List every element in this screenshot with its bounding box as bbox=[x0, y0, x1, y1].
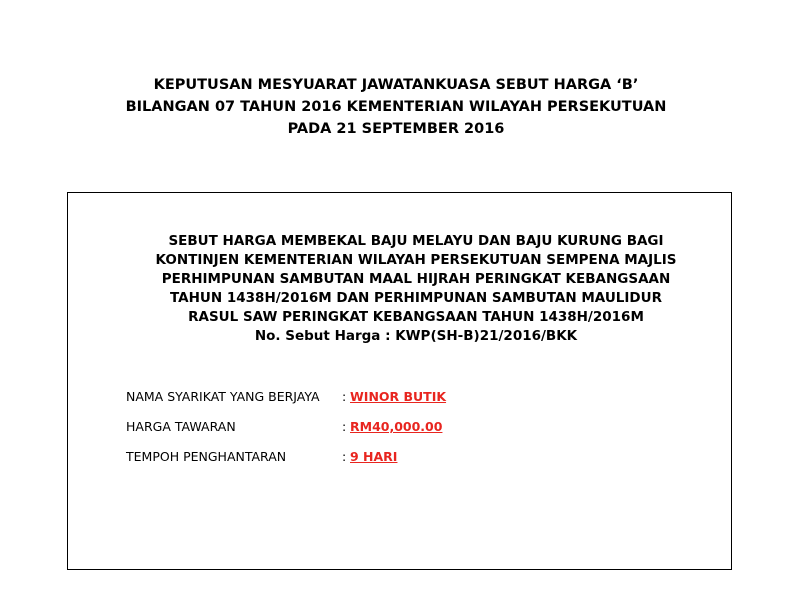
title-line-2: BILANGAN 07 TAHUN 2016 KEMENTERIAN WILAYAH PERSEKUTUAN bbox=[125, 99, 667, 115]
quotation-number: No. Sebut Harga : KWP(SH-B)21/2016/BKK bbox=[254, 328, 578, 344]
delivery-value: 9 HARI bbox=[350, 449, 398, 464]
company-separator: : bbox=[342, 389, 347, 404]
company-label: NAMA SYARIKAT YANG BERJAYA bbox=[126, 389, 320, 404]
delivery-label: TEMPOH PENGHANTARAN bbox=[126, 449, 287, 464]
delivery-separator: : bbox=[342, 449, 347, 464]
price-label: HARGA TAWARAN bbox=[126, 419, 236, 434]
notice-title-line-4: TAHUN 1438H/2016M DAN PERHIMPUNAN SAMBUTAN MAULIDUR bbox=[170, 290, 662, 306]
title-line-1: KEPUTUSAN MESYUARAT JAWATANKUASA SEBUT HARGA ‘B’ bbox=[153, 77, 639, 93]
price-separator: : bbox=[342, 419, 347, 434]
title-line-3: PADA 21 SEPTEMBER 2016 bbox=[287, 121, 505, 137]
notice-title-line-2: KONTINJEN KEMENTERIAN WILAYAH PERSEKUTUAN SEMPENA MAJLIS bbox=[155, 252, 677, 268]
document-title bbox=[0, 74, 792, 140]
price-value: RM40,000.00 bbox=[350, 419, 443, 434]
notice-title-line-3: PERHIMPUNAN SAMBUTAN MAAL HIJRAH PERINGKAT KEBANGSAAN bbox=[161, 271, 671, 287]
notice-title bbox=[86, 232, 746, 346]
notice-title-line-5: RASUL SAW PERINGKAT KEBANGSAAN TAHUN 1438H/2016M bbox=[188, 309, 644, 325]
notice-title-line-1: SEBUT HARGA MEMBEKAL BAJU MELAYU DAN BAJU KURUNG BAGI bbox=[168, 233, 664, 249]
company-value: WINOR BUTIK bbox=[350, 389, 447, 404]
